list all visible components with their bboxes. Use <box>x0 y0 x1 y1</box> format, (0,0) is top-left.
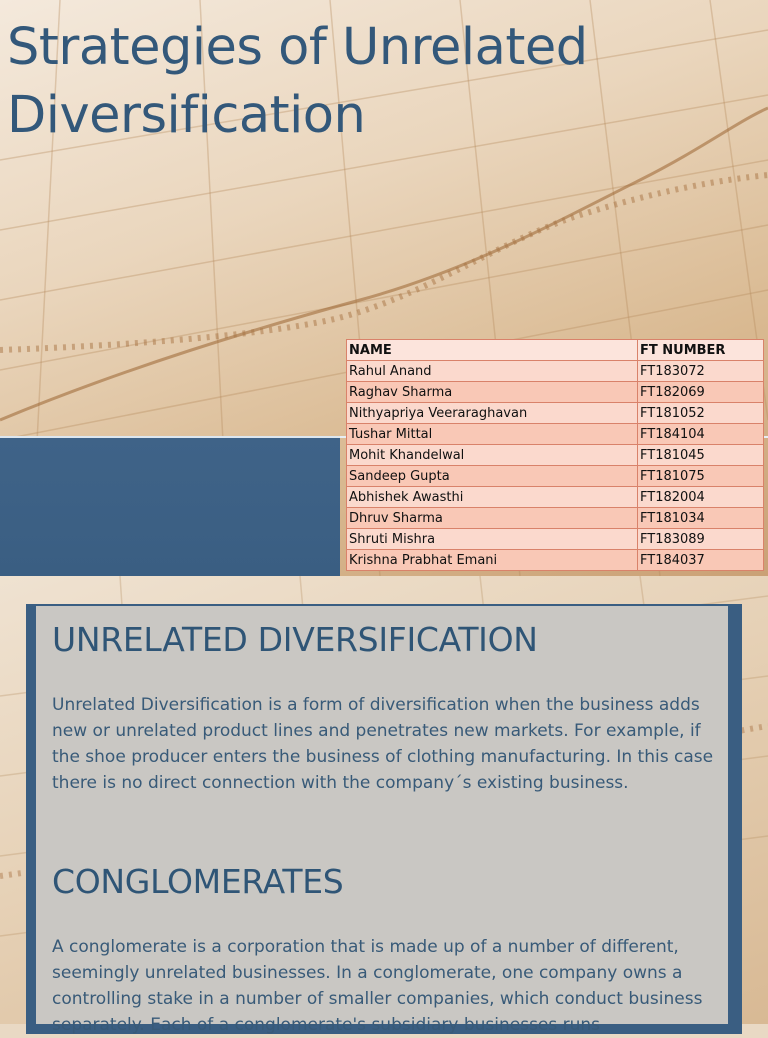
cell-ft-number: FT183089 <box>638 529 764 550</box>
table-row <box>347 361 764 382</box>
slide-content <box>0 576 768 1035</box>
paragraph-unrelated-diversification: Unrelated Diversification is a form of diversification when the business adds new or unrelated product lines and penetrates new markets. For example, if the shoe producer enters the business of clothing manufacturing. In this case there is no direct connection with the company´s existing business. <box>52 695 714 793</box>
cell-name: Nithyapriya Veeraraghavan <box>347 403 638 424</box>
table-row <box>347 403 764 424</box>
cell-ft-number: FT184037 <box>638 550 764 571</box>
cell-name: Raghav Sharma <box>347 382 638 403</box>
cell-ft-number: FT182004 <box>638 487 764 508</box>
heading-conglomerates: CONGLOMERATES <box>52 862 344 901</box>
table-header-row <box>347 340 764 361</box>
table-row <box>347 487 764 508</box>
cell-ft-number: FT181045 <box>638 445 764 466</box>
cell-name: Shruti Mishra <box>347 529 638 550</box>
cell-name: Abhishek Awasthi <box>347 487 638 508</box>
cell-name: Krishna Prabhat Emani <box>347 550 638 571</box>
paragraph-conglomerates: A conglomerate is a corporation that is made up of a number of different, seemingly unrelated businesses. In a conglomerate, one company owns a controlling stake in a number of smaller companies, which conduct business separately. Each of a conglomerate's subsidiary businesses runs <box>52 937 703 1035</box>
heading-unrelated-diversification: UNRELATED DIVERSIFICATION <box>52 620 538 659</box>
table-row <box>347 424 764 445</box>
cell-name: Sandeep Gupta <box>347 466 638 487</box>
column-header-ft-number: FT NUMBER <box>638 340 764 361</box>
cell-ft-number: FT181075 <box>638 466 764 487</box>
table-row <box>347 529 764 550</box>
title-line-1: Strategies of Unrelated <box>7 18 588 77</box>
cell-ft-number: FT182069 <box>638 382 764 403</box>
cell-name: Mohit Khandelwal <box>347 445 638 466</box>
table-row <box>347 382 764 403</box>
table-row <box>347 550 764 571</box>
blue-band <box>0 436 340 578</box>
cell-name: Rahul Anand <box>347 361 638 382</box>
column-header-name: NAME <box>347 340 638 361</box>
table-row <box>347 508 764 529</box>
slide-title-text <box>7 14 588 150</box>
title-line-2: Diversification <box>7 86 366 145</box>
cell-name: Tushar Mittal <box>347 424 638 445</box>
table-row <box>347 445 764 466</box>
cell-ft-number: FT184104 <box>638 424 764 445</box>
table-row <box>347 466 764 487</box>
team-roster-table <box>346 339 764 571</box>
cell-ft-number: FT183072 <box>638 361 764 382</box>
cell-ft-number: FT181052 <box>638 403 764 424</box>
cell-name: Dhruv Sharma <box>347 508 638 529</box>
cell-ft-number: FT181034 <box>638 508 764 529</box>
